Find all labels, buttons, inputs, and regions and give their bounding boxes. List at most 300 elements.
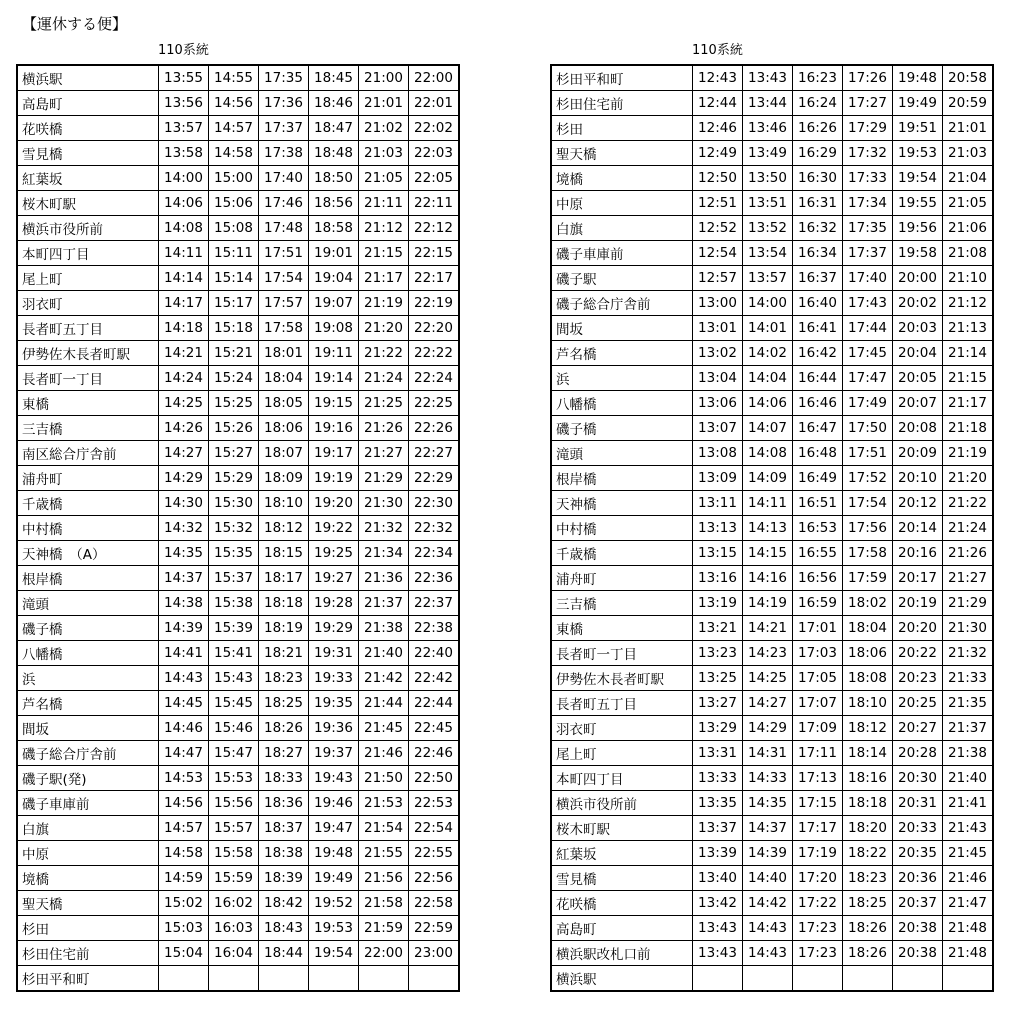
stop-name-cell: 磯子総合庁舎前 [17, 741, 159, 766]
departure-time-cell: 14:37 [743, 816, 793, 841]
departure-time-cell: 18:26 [259, 716, 309, 741]
departure-time-cell: 14:31 [743, 741, 793, 766]
stop-name-cell: 磯子総合庁舎前 [551, 291, 693, 316]
departure-time-cell: 21:41 [943, 791, 994, 816]
departure-time-cell: 21:47 [943, 891, 994, 916]
departure-time-cell: 19:16 [309, 416, 359, 441]
stop-name-cell: 羽衣町 [551, 716, 693, 741]
departure-time-cell: 14:26 [159, 416, 209, 441]
departure-time-cell: 13:04 [693, 366, 743, 391]
departure-time-cell: 13:43 [693, 916, 743, 941]
departure-time-cell: 21:34 [359, 541, 409, 566]
stop-name-cell: 杉田 [551, 116, 693, 141]
stop-name-cell: 花咲橋 [551, 891, 693, 916]
departure-time-cell: 17:11 [793, 741, 843, 766]
departure-time-cell: 16:34 [793, 241, 843, 266]
departure-time-cell: 22:42 [409, 666, 460, 691]
stop-name-cell: 杉田平和町 [551, 65, 693, 91]
table-row [551, 216, 993, 241]
departure-time-cell: 13:49 [743, 141, 793, 166]
departure-time-cell: 18:23 [843, 866, 893, 891]
departure-time-cell: 18:38 [259, 841, 309, 866]
table-row [551, 241, 993, 266]
departure-time-cell: 13:16 [693, 566, 743, 591]
departure-time-cell: 19:17 [309, 441, 359, 466]
departure-time-cell: 21:12 [359, 216, 409, 241]
departure-time-cell: 17:35 [259, 65, 309, 91]
departure-time-cell: 22:50 [409, 766, 460, 791]
departure-time-cell: 21:04 [943, 166, 994, 191]
departure-time-cell: 18:25 [259, 691, 309, 716]
departure-time-cell: 13:43 [693, 941, 743, 966]
departure-time-cell: 18:17 [259, 566, 309, 591]
departure-time-cell: 20:35 [893, 841, 943, 866]
stop-name-cell: 磯子駅 [551, 266, 693, 291]
departure-time-cell: 19:36 [309, 716, 359, 741]
departure-time-cell: 19:56 [893, 216, 943, 241]
departure-time-cell: 17:56 [843, 516, 893, 541]
departure-time-cell: 21:00 [359, 65, 409, 91]
departure-time-cell: 18:12 [843, 716, 893, 741]
departure-time-cell: 17:58 [259, 316, 309, 341]
departure-time-cell: 22:25 [409, 391, 460, 416]
departure-time-cell: 22:40 [409, 641, 460, 666]
departure-time-cell: 15:56 [209, 791, 259, 816]
departure-time-cell: 21:45 [359, 716, 409, 741]
stop-name-cell: 間坂 [551, 316, 693, 341]
stop-name-cell: 杉田住宅前 [551, 91, 693, 116]
table-row [17, 391, 459, 416]
departure-time-cell: 14:15 [743, 541, 793, 566]
departure-time-cell [309, 966, 359, 992]
departure-time-cell: 21:44 [359, 691, 409, 716]
departure-time-cell: 13:39 [693, 841, 743, 866]
departure-time-cell: 21:27 [943, 566, 994, 591]
table-row [17, 491, 459, 516]
departure-time-cell: 18:22 [843, 841, 893, 866]
departure-time-cell: 21:46 [943, 866, 994, 891]
departure-time-cell: 18:04 [843, 616, 893, 641]
departure-time-cell: 15:03 [159, 916, 209, 941]
stop-name-cell: 長者町五丁目 [551, 691, 693, 716]
departure-time-cell: 19:14 [309, 366, 359, 391]
departure-time-cell: 17:05 [793, 666, 843, 691]
table-row [17, 841, 459, 866]
stop-name-cell: 聖天橋 [551, 141, 693, 166]
departure-time-cell: 15:39 [209, 616, 259, 641]
departure-time-cell: 14:53 [159, 766, 209, 791]
table-row [551, 866, 993, 891]
departure-time-cell: 22:19 [409, 291, 460, 316]
stop-name-cell: 八幡橋 [17, 641, 159, 666]
departure-time-cell: 20:07 [893, 391, 943, 416]
departure-time-cell: 21:01 [359, 91, 409, 116]
departure-time-cell: 21:03 [359, 141, 409, 166]
departure-time-cell: 14:06 [159, 191, 209, 216]
departure-time-cell: 14:57 [159, 816, 209, 841]
table-row [17, 166, 459, 191]
departure-time-cell: 14:18 [159, 316, 209, 341]
departure-time-cell: 18:02 [843, 591, 893, 616]
departure-time-cell: 14:13 [743, 516, 793, 541]
departure-time-cell: 22:05 [409, 166, 460, 191]
departure-time-cell: 14:00 [159, 166, 209, 191]
stop-name-cell: 紅葉坂 [17, 166, 159, 191]
departure-time-cell: 19:22 [309, 516, 359, 541]
page-title: 【運休する便】 [22, 15, 128, 33]
departure-time-cell: 14:57 [209, 116, 259, 141]
departure-time-cell: 22:54 [409, 816, 460, 841]
departure-time-cell: 20:16 [893, 541, 943, 566]
stop-name-cell: 長者町一丁目 [551, 641, 693, 666]
stop-name-cell: 東橋 [551, 616, 693, 641]
departure-time-cell: 14:58 [159, 841, 209, 866]
stop-name-cell: 横浜市役所前 [17, 216, 159, 241]
departure-time-cell: 14:07 [743, 416, 793, 441]
departure-time-cell [359, 966, 409, 992]
table-row [551, 191, 993, 216]
departure-time-cell: 13:54 [743, 241, 793, 266]
table-row [551, 741, 993, 766]
departure-time-cell: 16:29 [793, 141, 843, 166]
stop-name-cell: 中原 [17, 841, 159, 866]
timetable-outbound [16, 64, 460, 992]
table-row [551, 716, 993, 741]
departure-time-cell: 17:52 [843, 466, 893, 491]
table-row [551, 341, 993, 366]
departure-time-cell: 22:15 [409, 241, 460, 266]
departure-time-cell: 21:26 [359, 416, 409, 441]
departure-time-cell: 21:37 [359, 591, 409, 616]
departure-time-cell: 18:26 [843, 941, 893, 966]
table-row [17, 716, 459, 741]
departure-time-cell: 20:02 [893, 291, 943, 316]
table-row [551, 616, 993, 641]
departure-time-cell [409, 966, 460, 992]
departure-time-cell: 16:42 [793, 341, 843, 366]
departure-time-cell: 18:19 [259, 616, 309, 641]
departure-time-cell: 17:43 [843, 291, 893, 316]
table-row [17, 241, 459, 266]
departure-time-cell: 16:41 [793, 316, 843, 341]
departure-time-cell: 21:43 [943, 816, 994, 841]
table-row [551, 916, 993, 941]
departure-time-cell: 15:21 [209, 341, 259, 366]
stop-name-cell: 白旗 [551, 216, 693, 241]
table-row [17, 741, 459, 766]
departure-time-cell: 21:17 [359, 266, 409, 291]
departure-time-cell: 21:01 [943, 116, 994, 141]
departure-time-cell: 21:20 [943, 466, 994, 491]
departure-time-cell: 18:01 [259, 341, 309, 366]
departure-time-cell: 18:26 [843, 916, 893, 941]
departure-time-cell: 19:43 [309, 766, 359, 791]
departure-time-cell: 20:58 [943, 65, 994, 91]
departure-time-cell: 17:36 [259, 91, 309, 116]
departure-time-cell: 21:56 [359, 866, 409, 891]
departure-time-cell: 15:30 [209, 491, 259, 516]
departure-time-cell: 17:38 [259, 141, 309, 166]
departure-time-cell: 21:33 [943, 666, 994, 691]
departure-time-cell: 20:23 [893, 666, 943, 691]
departure-time-cell: 17:45 [843, 341, 893, 366]
departure-time-cell: 22:12 [409, 216, 460, 241]
stop-name-cell: 羽衣町 [17, 291, 159, 316]
departure-time-cell: 14:11 [159, 241, 209, 266]
departure-time-cell: 19:49 [893, 91, 943, 116]
departure-time-cell: 13:07 [693, 416, 743, 441]
departure-time-cell: 17:51 [843, 441, 893, 466]
departure-time-cell: 22:02 [409, 116, 460, 141]
departure-time-cell: 20:12 [893, 491, 943, 516]
departure-time-cell: 13:29 [693, 716, 743, 741]
table-row [17, 816, 459, 841]
departure-time-cell: 18:48 [309, 141, 359, 166]
departure-time-cell: 22:37 [409, 591, 460, 616]
table-row [551, 966, 993, 992]
departure-time-cell: 21:48 [943, 941, 994, 966]
departure-time-cell: 13:35 [693, 791, 743, 816]
stop-name-cell: 花咲橋 [17, 116, 159, 141]
table-row [551, 266, 993, 291]
departure-time-cell: 13:46 [743, 116, 793, 141]
stop-name-cell: 尾上町 [551, 741, 693, 766]
departure-time-cell: 13:52 [743, 216, 793, 241]
departure-time-cell: 15:26 [209, 416, 259, 441]
stop-name-cell: 長者町五丁目 [17, 316, 159, 341]
table-row [551, 516, 993, 541]
departure-time-cell: 20:36 [893, 866, 943, 891]
departure-time-cell: 18:20 [843, 816, 893, 841]
stop-name-cell: 磯子車庫前 [17, 791, 159, 816]
departure-time-cell: 13:57 [159, 116, 209, 141]
stop-name-cell: 杉田住宅前 [17, 941, 159, 966]
table-row [17, 516, 459, 541]
departure-time-cell: 17:49 [843, 391, 893, 416]
table-row [17, 65, 459, 91]
departure-time-cell: 21:20 [359, 316, 409, 341]
stop-name-cell: 尾上町 [17, 266, 159, 291]
departure-time-cell: 15:11 [209, 241, 259, 266]
departure-time-cell: 15:59 [209, 866, 259, 891]
departure-time-cell: 20:38 [893, 916, 943, 941]
departure-time-cell: 14:37 [159, 566, 209, 591]
departure-time-cell: 22:59 [409, 916, 460, 941]
departure-time-cell: 15:43 [209, 666, 259, 691]
departure-time-cell: 14:29 [743, 716, 793, 741]
departure-time-cell: 16:53 [793, 516, 843, 541]
stop-name-cell: 雪見橋 [551, 866, 693, 891]
departure-time-cell: 15:53 [209, 766, 259, 791]
departure-time-cell: 16:56 [793, 566, 843, 591]
departure-time-cell: 21:24 [359, 366, 409, 391]
departure-time-cell: 16:02 [209, 891, 259, 916]
departure-time-cell: 18:56 [309, 191, 359, 216]
stop-name-cell: 聖天橋 [17, 891, 159, 916]
stop-name-cell: 磯子橋 [551, 416, 693, 441]
departure-time-cell: 18:04 [259, 366, 309, 391]
departure-time-cell: 16:49 [793, 466, 843, 491]
timetable-inbound [550, 64, 994, 992]
departure-time-cell: 13:01 [693, 316, 743, 341]
departure-time-cell: 18:46 [309, 91, 359, 116]
stop-name-cell: 横浜駅改札口前 [551, 941, 693, 966]
departure-time-cell: 22:00 [409, 65, 460, 91]
departure-time-cell: 17:19 [793, 841, 843, 866]
departure-time-cell: 18:10 [843, 691, 893, 716]
departure-time-cell: 13:02 [693, 341, 743, 366]
departure-time-cell: 19:19 [309, 466, 359, 491]
table-row [17, 466, 459, 491]
departure-time-cell: 20:25 [893, 691, 943, 716]
departure-time-cell: 13:57 [743, 266, 793, 291]
departure-time-cell: 14:21 [743, 616, 793, 641]
departure-time-cell: 18:06 [259, 416, 309, 441]
departure-time-cell: 17:44 [843, 316, 893, 341]
table-row [17, 566, 459, 591]
departure-time-cell: 22:22 [409, 341, 460, 366]
departure-time-cell: 22:53 [409, 791, 460, 816]
departure-time-cell: 18:10 [259, 491, 309, 516]
departure-time-cell: 19:48 [893, 65, 943, 91]
stop-name-cell: 三吉橋 [551, 591, 693, 616]
departure-time-cell: 19:49 [309, 866, 359, 891]
stop-name-cell: 天神橋 [551, 491, 693, 516]
departure-time-cell: 18:05 [259, 391, 309, 416]
stop-name-cell: 伊勢佐木長者町駅 [551, 666, 693, 691]
departure-time-cell: 13:31 [693, 741, 743, 766]
stop-name-cell: 千歳橋 [17, 491, 159, 516]
departure-time-cell: 21:02 [359, 116, 409, 141]
departure-time-cell [259, 966, 309, 992]
departure-time-cell: 15:00 [209, 166, 259, 191]
stop-name-cell: 本町四丁目 [17, 241, 159, 266]
departure-time-cell: 12:43 [693, 65, 743, 91]
departure-time-cell: 18:25 [843, 891, 893, 916]
departure-time-cell: 13:58 [159, 141, 209, 166]
departure-time-cell: 15:14 [209, 266, 259, 291]
departure-time-cell: 22:44 [409, 691, 460, 716]
departure-time-cell: 21:19 [943, 441, 994, 466]
departure-time-cell: 17:17 [793, 816, 843, 841]
stop-name-cell: 境橋 [17, 866, 159, 891]
stop-name-cell: 南区総合庁舎前 [17, 441, 159, 466]
departure-time-cell: 18:45 [309, 65, 359, 91]
stop-name-cell: 根岸橋 [551, 466, 693, 491]
departure-time-cell: 14:11 [743, 491, 793, 516]
departure-time-cell: 19:55 [893, 191, 943, 216]
departure-time-cell [943, 966, 994, 992]
departure-time-cell: 17:51 [259, 241, 309, 266]
table-row [551, 541, 993, 566]
stop-name-cell: 天神橋 （A） [17, 541, 159, 566]
table-row [17, 316, 459, 341]
stop-name-cell: 間坂 [17, 716, 159, 741]
stop-name-cell: 浜 [551, 366, 693, 391]
departure-time-cell: 16:55 [793, 541, 843, 566]
departure-time-cell: 19:53 [309, 916, 359, 941]
departure-time-cell: 17:01 [793, 616, 843, 641]
departure-time-cell: 13:11 [693, 491, 743, 516]
departure-time-cell: 21:13 [943, 316, 994, 341]
departure-time-cell: 14:00 [743, 291, 793, 316]
departure-time-cell: 14:42 [743, 891, 793, 916]
departure-time-cell: 20:09 [893, 441, 943, 466]
departure-time-cell: 17:47 [843, 366, 893, 391]
departure-time-cell: 14:43 [743, 941, 793, 966]
departure-time-cell: 19:54 [309, 941, 359, 966]
departure-time-cell: 21:22 [943, 491, 994, 516]
table-row [551, 766, 993, 791]
departure-time-cell: 15:04 [159, 941, 209, 966]
departure-time-cell: 13:06 [693, 391, 743, 416]
departure-time-cell: 15:18 [209, 316, 259, 341]
stop-name-cell: 境橋 [551, 166, 693, 191]
departure-time-cell: 17:22 [793, 891, 843, 916]
table-row [17, 641, 459, 666]
departure-time-cell: 14:33 [743, 766, 793, 791]
departure-time-cell: 17:40 [259, 166, 309, 191]
departure-time-cell: 21:59 [359, 916, 409, 941]
departure-time-cell: 13:51 [743, 191, 793, 216]
departure-time-cell: 18:15 [259, 541, 309, 566]
stop-name-cell: 横浜市役所前 [551, 791, 693, 816]
table-row [17, 216, 459, 241]
departure-time-cell: 19:37 [309, 741, 359, 766]
table-row [17, 791, 459, 816]
departure-time-cell: 15:06 [209, 191, 259, 216]
departure-time-cell [743, 966, 793, 992]
departure-time-cell: 15:25 [209, 391, 259, 416]
departure-time-cell: 15:24 [209, 366, 259, 391]
departure-time-cell: 15:17 [209, 291, 259, 316]
departure-time-cell: 13:43 [743, 65, 793, 91]
departure-time-cell: 14:04 [743, 366, 793, 391]
table-row [17, 941, 459, 966]
departure-time-cell: 15:32 [209, 516, 259, 541]
table-row [551, 941, 993, 966]
stop-name-cell: 芦名橋 [17, 691, 159, 716]
departure-time-cell: 21:53 [359, 791, 409, 816]
departure-time-cell: 17:26 [843, 65, 893, 91]
departure-time-cell: 12:51 [693, 191, 743, 216]
departure-time-cell: 21:15 [943, 366, 994, 391]
departure-time-cell: 13:19 [693, 591, 743, 616]
departure-time-cell: 13:56 [159, 91, 209, 116]
table-row [17, 616, 459, 641]
table-row [551, 141, 993, 166]
departure-time-cell: 22:03 [409, 141, 460, 166]
departure-time-cell: 18:14 [843, 741, 893, 766]
departure-time-cell: 16:31 [793, 191, 843, 216]
departure-time-cell: 18:08 [843, 666, 893, 691]
departure-time-cell: 12:46 [693, 116, 743, 141]
departure-time-cell: 21:50 [359, 766, 409, 791]
departure-time-cell: 13:13 [693, 516, 743, 541]
departure-time-cell: 13:37 [693, 816, 743, 841]
table-row [551, 416, 993, 441]
stop-name-cell: 横浜駅 [551, 966, 693, 992]
table-row [17, 891, 459, 916]
departure-time-cell: 21:19 [359, 291, 409, 316]
stop-name-cell: 滝頭 [17, 591, 159, 616]
table-row [17, 441, 459, 466]
departure-time-cell: 17:37 [259, 116, 309, 141]
departure-time-cell: 13:15 [693, 541, 743, 566]
table-row [551, 366, 993, 391]
departure-time-cell: 17:20 [793, 866, 843, 891]
stop-name-cell: 杉田 [17, 916, 159, 941]
